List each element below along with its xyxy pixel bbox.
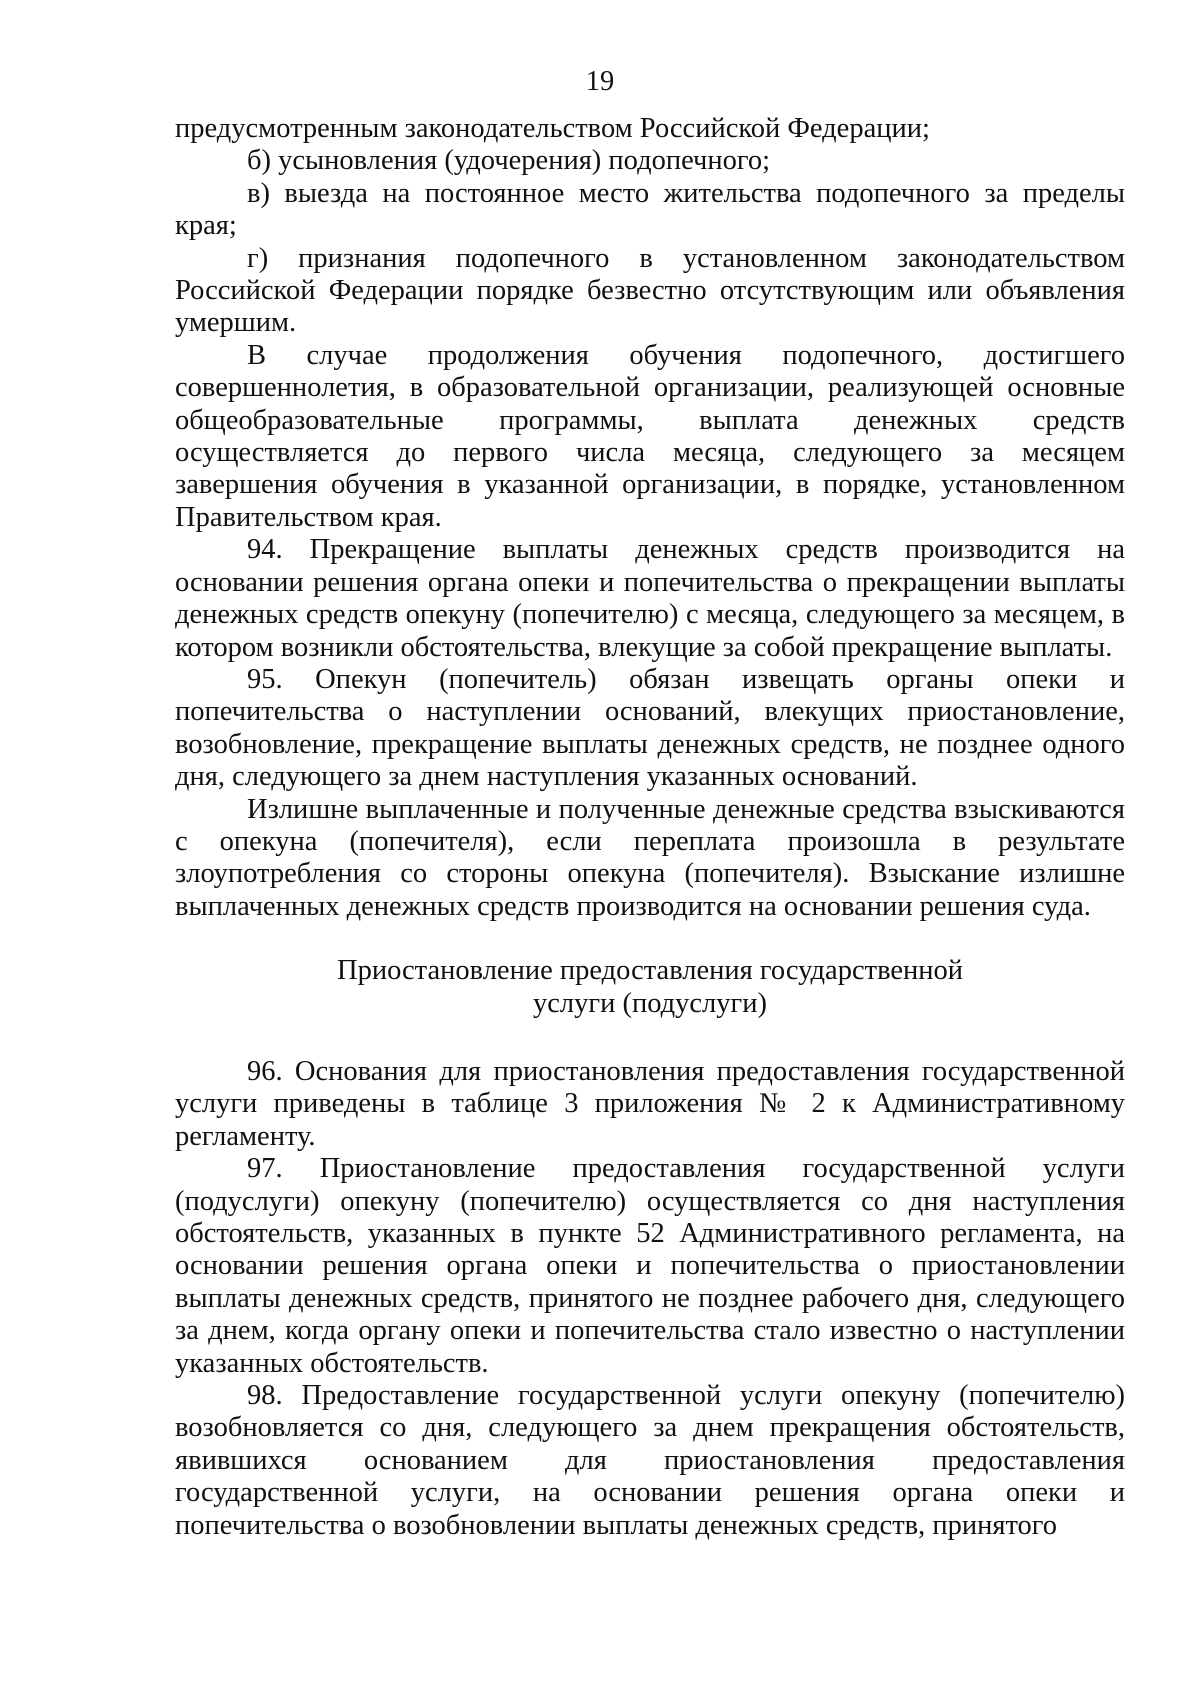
clause-97: 97. Приостановление предоставления государственной услуги (подуслуги) опекуну (попечителю) осуществляется со дня наступления обстоятельств, указанных в пункте 52 Административного регламента, на основании решения органа опеки и попечительства о приостановлении выплаты денежных средств, принятого не позднее рабочего дня, следующего за днем, когда органу опеки и попечительства стало известно о наступлении указанных обстоятельств. <box>175 1153 1125 1379</box>
clause-96: 96. Основания для приостановления предоставления государственной услуги приведены в таблице 3 приложения № 2 к Административному регламенту. <box>175 1055 1125 1152</box>
section-heading-line-2: услуги (подуслуги) <box>533 987 767 1019</box>
clause-95: 95. Опекун (попечитель) обязан извещать органы опеки и попечительства о наступлении оснований, влекущих приостановление, возобновление, прекращение выплаты денежных средств, не позднее одного дня, следующего за днем наступления указанных оснований. <box>175 663 1125 793</box>
document-body <box>175 113 1125 1542</box>
list-item-g: г) признания подопечного в установленном законодательством Российской Федерации порядке безвестно отсутствующим или объявления умершим. <box>175 242 1125 339</box>
paragraph-overpayment: Излишне выплаченные и полученные денежные средства взыскиваются с опекуна (попечителя), если переплата произошла в результате злоупотребления со стороны опекуна (попечителя). Взыскание излишне выплаченных денежных средств производится на основании решения суда. <box>175 793 1125 922</box>
section-heading-line-1: Приостановление предоставления государственной <box>336 955 964 987</box>
paragraph-continuation: предусмотренным законодательством Российской Федерации; <box>175 113 930 144</box>
list-item-b: б) усыновления (удочерения) подопечного; <box>247 145 771 177</box>
clause-98: 98. Предоставление государственной услуги опекуну (попечителю) возобновляется со дня, следующего за днем прекращения обстоятельств, явившихся основанием для приостановления предоставления государственной услуги, на основании решения органа опеки и попечительства о возобновлении выплаты денежных средств, принятого <box>175 1380 1125 1541</box>
paragraph-education: В случае продолжения обучения подопечного, достигшего совершеннолетия, в образовательной организации, реализующей основные общеобразовательные программы, выплата денежных средств осуществляется до первого числа месяца, следующего за месяцем завершения обучения в указанной организации, в порядке, установленном Правительством края. <box>175 339 1125 533</box>
page-number: 19 <box>585 66 615 97</box>
list-item-v: в) выезда на постоянное место жительства подопечного за пределы края; <box>175 177 1125 242</box>
clause-94: 94. Прекращение выплаты денежных средств производится на основании решения органа опеки и попечительства о прекращении выплаты денежных средств опекуну (попечителю) с месяца, следующего за месяцем, в котором возникли обстоятельства, влекущие за собой прекращение выплаты. <box>175 534 1125 663</box>
section-heading <box>175 955 1125 1020</box>
